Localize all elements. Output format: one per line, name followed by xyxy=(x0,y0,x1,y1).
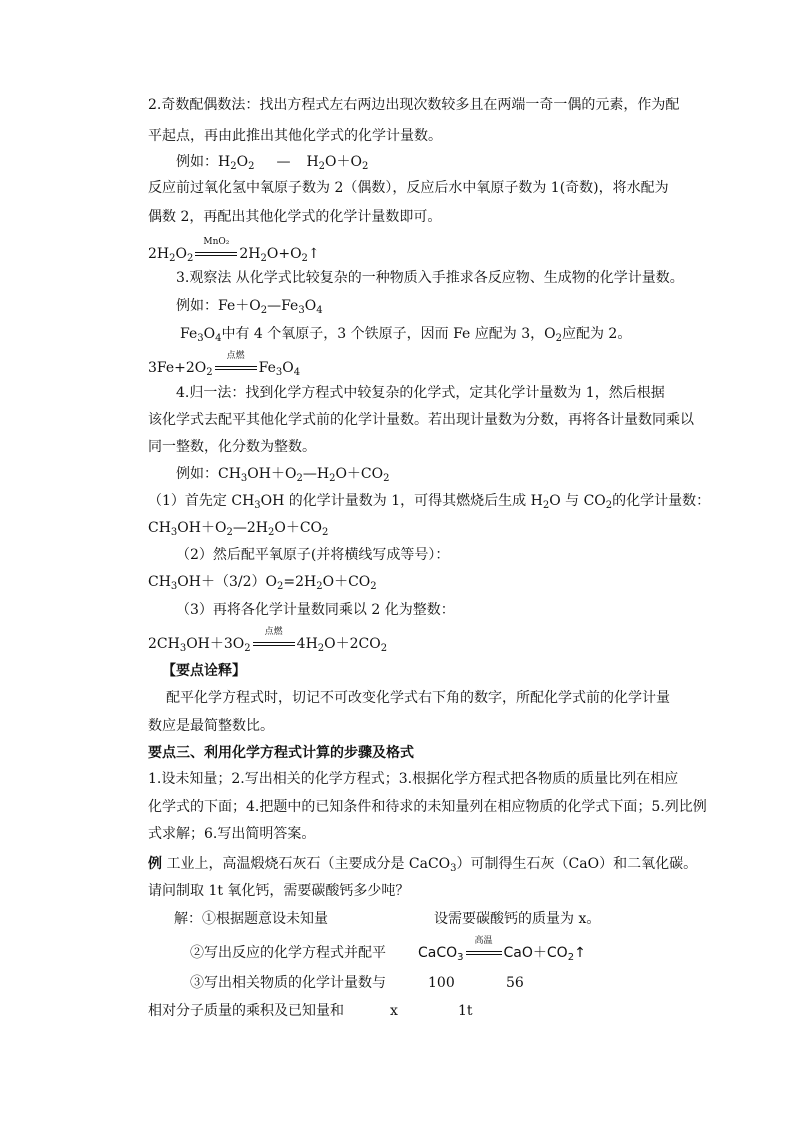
paragraph-line: 例 工业上，高温煅烧石灰石（主要成分是 CaCO$_3$）可制得生石灰（CaO）和二氧化碳。 xyxy=(148,856,698,874)
equation-line: 例如：$Fe+O_2—Fe_3O_4$ xyxy=(176,298,323,316)
solution-value: 56 xyxy=(506,975,524,991)
solution-value: 设需要碳酸钙的质量为 x。 xyxy=(434,911,601,927)
equation-line: 例如：$H_2O_2$ — $H_2O+O_2$ xyxy=(176,154,369,172)
paragraph-line: 化学式的下面；4.把题中的已知条件和待求的未知量列在相应物质的化学式下面；5.列比例 xyxy=(148,799,707,815)
paragraph-line: 该化学式去配平其他化学式前的化学计量数。若出现计量数为分数，再将各计量数同乘以 xyxy=(148,412,694,428)
paragraph-line: 偶数 2，再配出其他化学式的化学计量数即可。 xyxy=(148,209,442,225)
reaction-condition: 点燃 xyxy=(213,359,259,377)
equation-line: 例如：$CH_3OH+O_2—H_2O+CO_2$ xyxy=(176,466,390,484)
reaction-condition: 点燃 xyxy=(251,635,297,653)
paragraph-line: 请问制取 1t 氧化钙，需要碳酸钙多少吨？ xyxy=(148,883,410,899)
reaction-condition: MnO₂ xyxy=(193,245,239,263)
paragraph-line: 式求解；6.写出简明答案。 xyxy=(148,826,316,842)
equation-line: CaCO$_3$ 高温 $CaO+CO_2↑$ xyxy=(418,936,586,963)
paragraph-line: 4.归一法：找到化学方程式中较复杂的化学式，定其化学计量数为 1，然后根据 xyxy=(176,385,665,401)
paragraph-line: 同一整数，化分数为整数。 xyxy=(148,439,316,455)
equation-line: $2CH_3OH+3O_2$ 点燃 $4H_2O+2CO_2$ xyxy=(148,627,388,654)
equation-line: $CH_3OH+(3/2)O_2=2H_2O+CO_2$ xyxy=(148,574,377,592)
paragraph-line: 3.观察法 从化学式比较复杂的一种物质入手推求各反应物、生成物的化学计量数。 xyxy=(176,270,684,286)
solution-step: ②写出反应的化学方程式并配平 xyxy=(190,945,386,961)
equation-line: $3Fe+2O_2$ 点燃 $Fe_3O_4$ xyxy=(148,351,301,378)
solution-value: 100 xyxy=(428,975,455,991)
paragraph-line: 2.奇数配偶数法：找出方程式左右两边出现次数较多且在两端一奇一偶的元素，作为配 xyxy=(148,97,680,113)
solution-value: x xyxy=(390,1003,398,1019)
solution-step: ③写出相关物质的化学计量数与 xyxy=(190,975,386,991)
paragraph-line: 配平化学方程式时，切记不可改变化学式右下角的数字，所配化学式前的化学计量 xyxy=(166,690,670,706)
equation-line: $CH_3OH+O_2—2H_2O+CO_2$ xyxy=(148,520,329,538)
paragraph-line: $Fe_3O_4$中有 4 个氧原子，3 个铁原子，因而 Fe 应配为 3，$O_2$应配为 2。 xyxy=(180,326,632,344)
paragraph-line: 反应前过氧化氢中氧原子数为 2（偶数），反应后水中氧原子数为 1(奇数)，将水配为 xyxy=(148,180,669,196)
section-label: 【要点诠释】 xyxy=(162,663,246,679)
solution-step: 相对分子质量的乘积及已知量和 xyxy=(148,1003,344,1019)
paragraph-line: （2）然后配平氧原子(并将横线写成等号）： xyxy=(176,547,450,563)
reaction-condition: 高温 xyxy=(464,944,504,962)
paragraph-line: （1）首先定 $CH_3OH$ 的化学计量数为 1，可得其燃烧后生成 $H_2O$ 与 $CO_2$的化学计量数： xyxy=(148,493,711,511)
paragraph-line: 1.设未知量；2.写出相关的化学方程式；3.根据化学方程式把各物质的质量比列在相应 xyxy=(148,771,679,787)
solution-step: 解：①根据题意设未知量 xyxy=(174,911,328,927)
equation-line: $2H_2O_2$ MnO₂ $2H_2O+O_2↑$ xyxy=(148,237,320,264)
paragraph-line: （3）再将各化学计量数同乘以 2 化为整数： xyxy=(176,602,455,618)
section-heading: 要点三、利用化学方程式计算的步骤及格式 xyxy=(148,745,414,761)
solution-value: 1t xyxy=(458,1003,473,1019)
paragraph-line: 数应是最简整数比。 xyxy=(148,718,274,734)
paragraph-line: 平起点，再由此推出其他化学式的化学计量数。 xyxy=(148,128,442,144)
